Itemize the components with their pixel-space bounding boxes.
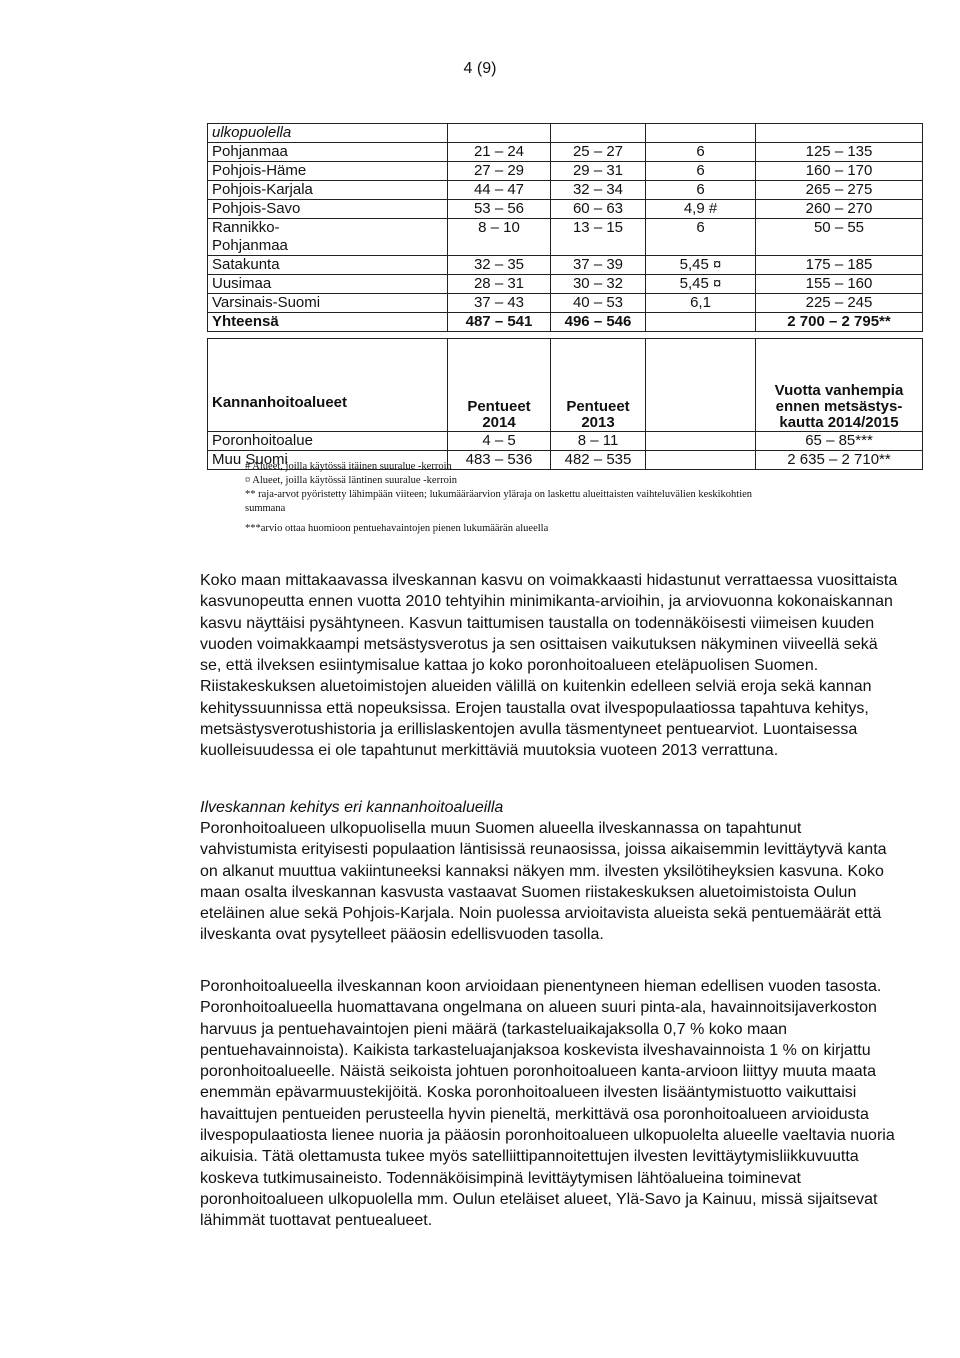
page-number: 4 (9): [463, 60, 497, 77]
table-row: [208, 237, 923, 256]
header-text: Vuotta vanhempia: [774, 382, 904, 399]
table-row: [208, 256, 923, 275]
vanhemmat-cell: 175 – 185: [756, 256, 923, 275]
vanhemmat-cell: 155 – 160: [756, 275, 923, 294]
area-cell: Rannikko-: [208, 219, 448, 238]
header-text: ennen metsästys-: [775, 398, 903, 415]
footnote: ** raja-arvot pyöristetty lähimpään viiteen; lukumääräarvion yläraja on laskettu alueittaisten vaihteluvälien keskikohtien: [245, 489, 753, 500]
pentueet-2013-cell: 29 – 31: [551, 162, 646, 181]
total-2014: 487 – 541: [448, 313, 551, 332]
area-cell: Pohjois-Häme: [208, 162, 448, 181]
header-pentueet-2014: [448, 339, 551, 432]
kerroin-cell: 6: [646, 219, 756, 238]
body-paragraph-3: [200, 976, 900, 1232]
total-2013: 496 – 546: [551, 313, 646, 332]
area-cell: Satakunta: [208, 256, 448, 275]
pentueet-2014-cell: 44 – 47: [448, 181, 551, 200]
total-vanhemmat: 2 700 – 2 795**: [756, 313, 923, 332]
footnote: # Alueet, joilla käytössä itäinen suuralue -kerroin: [245, 461, 452, 472]
total-label: Yhteensä: [208, 313, 448, 332]
total-row: [208, 313, 923, 332]
pentueet-2014-cell: 8 – 10: [448, 219, 551, 238]
vanhemmat-cell: 50 – 55: [756, 219, 923, 238]
area-cell: Poronhoitoalue: [208, 432, 448, 451]
table-row: [208, 294, 923, 313]
kerroin-cell: 5,45 ¤: [646, 275, 756, 294]
table-footnotes: [245, 460, 935, 536]
header-text: 2013: [581, 414, 615, 431]
pentueet-2013-cell: 40 – 53: [551, 294, 646, 313]
kerroin-cell: 5,45 ¤: [646, 256, 756, 275]
footnote: summana: [245, 503, 286, 514]
section-heading: Ilveskannan kehitys eri kannanhoitoalueilla: [200, 799, 504, 816]
table-row: [208, 162, 923, 181]
table-row: [208, 275, 923, 294]
pentueet-2013-cell: 37 – 39: [551, 256, 646, 275]
paragraph-text: Poronhoitoalueella ilveskannan koon arvioidaan pienentyneen hieman edellisen vuoden tasosta. Poronhoitoalueella huomattavana ongelmana on alueen suuri pinta-ala, havainnoitsijaverkoston harvuus ja pentuehavaintojen pieni määrä (tarkasteluaikajaksolla 0,7 % koko maan pentuehavainnoista). Kaikista tarkasteluajanjaksoa koskevista ilveshavainnoista 1 % on kirjattu poronhoitoalueelle. Näistä seikoista johtuen poronhoitoalueen kanta-arvioon liittyy muuta maata enemmän epävarmuustekijöitä. Koska poronhoitoalueen ilvesten lisääntymistuotto vaikuttaisi havaittujen pentueiden perusteella hyvin pieneltä, merkittävä osa poronhoitoalueen arvioidusta ilvespopulaatiosta lienee nuoria ja pääosin poronhoitoalueen ulkopuolelta alueelle vaeltavia nuoria aikuisia. Tätä olettamusta tukee myös satelliittipannoitettujen ilvesten levittäytymisliikkuvuutta koskeva tutkimusaineisto. Todennäköisimpinä levittäytymisen lähtöalueina toiminevat poronhoitoalueen ulkopuolella mm. Oulun eteläiset alueet, Ylä-Savo ja Kainuu, missä sijaitsevat lähimmät tuottavat pentuealueet.: [200, 978, 895, 1230]
pentueet-2014-cell: 53 – 56: [448, 200, 551, 219]
area-cell: Pohjois-Savo: [208, 200, 448, 219]
vanhemmat-cell: 225 – 245: [756, 294, 923, 313]
pentueet-2013-cell: 30 – 32: [551, 275, 646, 294]
paragraph-text: Poronhoitoalueen ulkopuolisella muun Suomen alueella ilveskannassa on tapahtunut vahvistumista erityisesti populaation läntisissä reunaosissa, joissa aikaisemmin levittäytyvä kanta on alkanut muuttua vakiintuneeksi kannaksi näkyen mm. ilvesten yksilötiheyksien kasvuna. Koko maan osalta ilveskannan kasvusta vastaavat Suomen riistakeskuksen aluetoimistoista Oulun eteläinen alue sekä Pohjois-Karjala. Noin puolessa arvioitavista alueista sekä pentuemäärät että ilveskanta ovat pysytelleet pääosin edellisvuoden tasolla.: [200, 820, 887, 944]
total-kerroin: [646, 313, 756, 332]
kerroin-cell: 4,9 #: [646, 200, 756, 219]
table-row: [208, 181, 923, 200]
header-text: Pentueet: [566, 398, 630, 415]
area-cell: Muu Suomi: [208, 451, 448, 470]
table-row: [208, 219, 923, 238]
pentueet-2014-cell: 483 – 536: [448, 451, 551, 470]
pentueet-2013-cell: 32 – 34: [551, 181, 646, 200]
header-area: Kannanhoitoalueet: [208, 339, 448, 432]
estimate-table-lower: [207, 338, 923, 470]
kerroin-cell: 6: [646, 143, 756, 162]
header-text: 2014: [482, 414, 516, 431]
table-row: [208, 143, 923, 162]
area-cell: Pohjanmaa: [208, 143, 448, 162]
kerroin-cell: 6: [646, 162, 756, 181]
header-vanhemmat: [756, 339, 923, 432]
kerroin-cell: 6: [646, 181, 756, 200]
vanhemmat-cell: 260 – 270: [756, 200, 923, 219]
header-text: kautta 2014/2015: [779, 414, 899, 431]
area-cell: Pohjois-Karjala: [208, 181, 448, 200]
pentueet-2013-cell: 60 – 63: [551, 200, 646, 219]
pentueet-2014-cell: 28 – 31: [448, 275, 551, 294]
pentueet-2013-cell: 482 – 535: [551, 451, 646, 470]
vanhemmat-cell: 65 – 85***: [756, 432, 923, 451]
estimate-table-upper: [207, 123, 923, 332]
pentueet-2014-cell: 27 – 29: [448, 162, 551, 181]
pentueet-2013-cell: 25 – 27: [551, 143, 646, 162]
kerroin-cell: 6,1: [646, 294, 756, 313]
header-text: Pentueet: [467, 398, 531, 415]
vanhemmat-cell: 265 – 275: [756, 181, 923, 200]
pentueet-2013-cell: 8 – 11: [551, 432, 646, 451]
footnote: ***arvio ottaa huomioon pentuehavaintojen pienen lukumäärän alueella: [245, 523, 549, 534]
pentueet-2014-cell: 4 – 5: [448, 432, 551, 451]
table-row: [208, 432, 923, 451]
header-pentueet-2013: [551, 339, 646, 432]
pentueet-2014-cell: 21 – 24: [448, 143, 551, 162]
vanhemmat-cell: 2 635 – 2 710**: [756, 451, 923, 470]
header-empty: [646, 339, 756, 432]
table-row: [208, 200, 923, 219]
area-cell: Varsinais-Suomi: [208, 294, 448, 313]
area-cell: Pohjanmaa: [208, 237, 448, 256]
vanhemmat-cell: 125 – 135: [756, 143, 923, 162]
pentueet-2014-cell: 32 – 35: [448, 256, 551, 275]
section-label: ulkopuolella: [208, 124, 448, 143]
area-cell: Uusimaa: [208, 275, 448, 294]
pentueet-2013-cell: 13 – 15: [551, 219, 646, 238]
vanhemmat-cell: 160 – 170: [756, 162, 923, 181]
footnote: ¤ Alueet, joilla käytössä läntinen suuralue -kerroin: [245, 475, 457, 486]
paragraph-text: Koko maan mittakaavassa ilveskannan kasvu on voimakkaasti hidastunut verrattaessa vuosittaista kasvunopeutta ennen vuotta 2010 tehtyihin minimikanta-arvioihin, ja arviovuonna kokonaiskannan kasvu näyttäisi pysähtyneen. Kasvun taittumisen taustalla on todennäköisesti viimeisen kuuden vuoden voimakkaampi metsästysverotus ja sen osittaisen vaikutuksen näkyminen viiveellä sekä se, että ilveksen esiintymisalue kattaa jo koko poronhoitoalueen eteläpuolisen Suomen. Riistakeskuksen aluetoimistojen alueiden välillä on kuitenkin edelleen selviä eroja sekä kannan kehityssuunnissa että nopeuksissa. Erojen taustalla ovat ilvespopulaatiossa tapahtuva kehitys, metsästysverotushistoria ja erillislaskentojen avulla täsmentyneet pentuearviot. Luontaisessa kuolleisuudessa ei ole tapahtunut merkittäviä muutoksia vuoteen 2013 verrattuna.: [200, 572, 898, 760]
body-paragraph-2: [200, 818, 900, 946]
pentueet-2014-cell: 37 – 43: [448, 294, 551, 313]
body-paragraph-1: [200, 570, 900, 762]
